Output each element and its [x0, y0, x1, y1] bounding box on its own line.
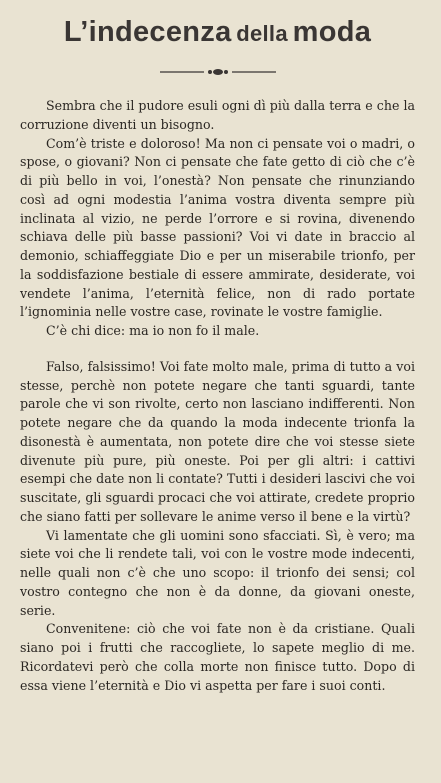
paragraph-3: C’è chi dice: ma io non fo il male.: [46, 323, 260, 338]
title-word-3: moda: [292, 16, 372, 48]
paragraph-4: Falso, falsissimo! Voi fate molto male, prima di tutto a voi stesse, perchè non potete negare che tanti sguardi, tante parole che vi son rivolte, certo non lasciano indifferenti. Non potete negare che da quando la moda indecente trionfa la disonestà è aumentata, non potete dire che voi stesse siete divenute più pure, più oneste. Poi per gli altri: i cattivi esempi che date non li contate? Tutti i desideri lascivi che voi suscitate, gli sguardi procaci che voi attirate, credete proprio che siano fatti per sollevare le anime verso il bene e la virtù?: [20, 358, 415, 524]
paragraph-5: Vi lamentate che gli uomini sono sfacciati. Sì, è vero; ma siete voi che li rendete tali, voi con le vostre mode indecenti, nelle quali non c’è che uno scopo: il trionfo dei sensi; col vostro contegno che non è da donne, da giovani oneste, serie.: [20, 527, 415, 618]
ornament-divider-icon: [158, 67, 278, 77]
section-spacer: [20, 341, 415, 358]
paragraph-1: Sembra che il pudore esuli ogni dì più dalla terra e che la corruzione diventi un bisogno.: [20, 98, 415, 132]
article-title: [20, 12, 415, 57]
article-body: [20, 97, 415, 695]
paragraph-6: Convenitene: ciò che voi fate non è da cristiane. Quali siano poi i frutti che raccogliete, lo sapete meglio di me. Ricordatevi però che colla morte non finisce tutto. Dopo di essa viene l’eternità e Dio vi aspetta per fare i suoi conti.: [20, 621, 415, 693]
paragraph-2: Com’è triste e doloroso! Ma non ci pensate voi o madri, o spose, o giovani? Non ci pensate che fate getto di ciò che c’è di più bello in voi, l’onestà? Non pensate che rinunziando così ad ogni modestia l’anima vostra diventa sempre più inclinata al vizio, ne perde l’orrore e si rovina, divenendo schiava delle più basse passioni? Voi vi date in braccio al demonio, schiaffeggiate Dio e per un miserabile trionfo, per la soddisfazione bestiale di essere ammirate, desiderate, voi vendete l’anima, l’eternità felice, non di rado portate l’ignominia nelle vostre case, rovinate le vostre famiglie.: [20, 135, 415, 320]
title-word-1: L’indecenza: [63, 16, 232, 48]
title-word-2: della: [236, 21, 288, 46]
